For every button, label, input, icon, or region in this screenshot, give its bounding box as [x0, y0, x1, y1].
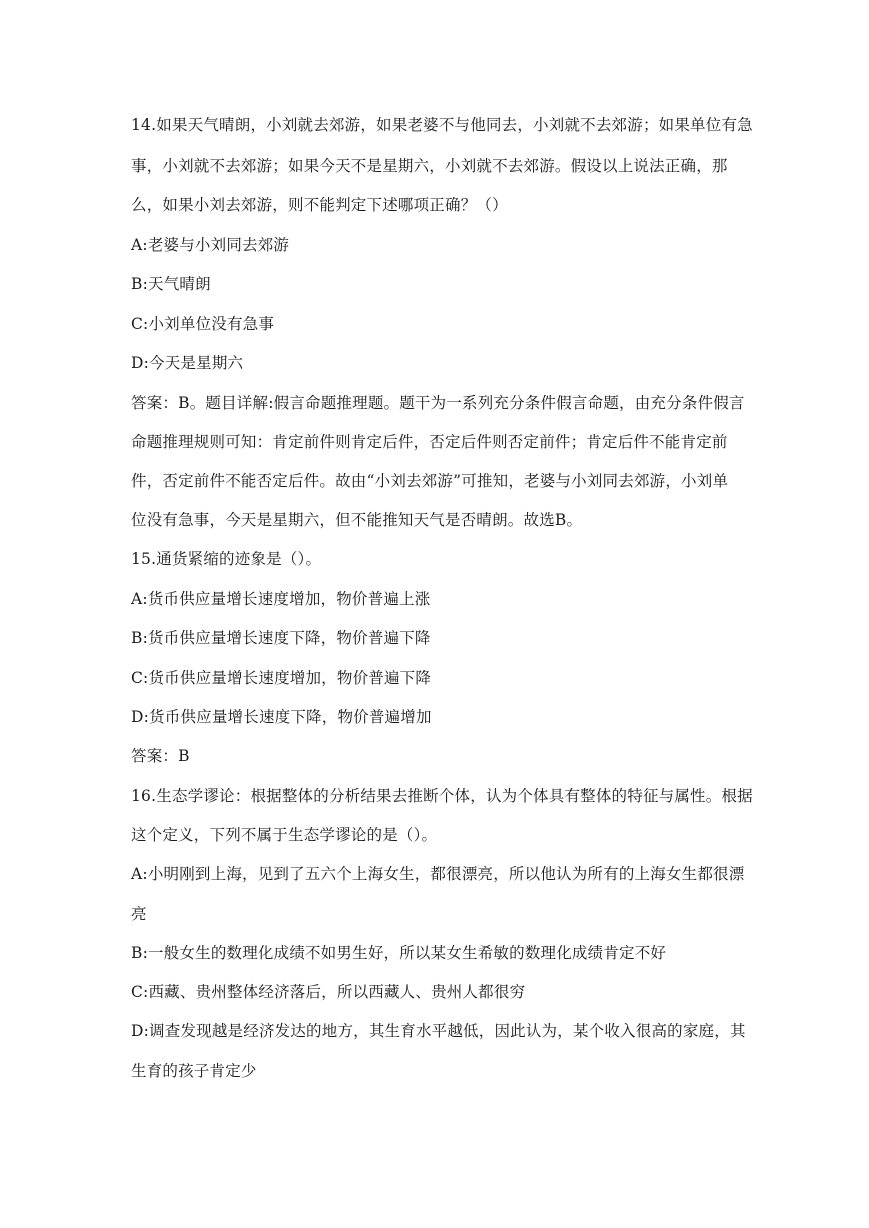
q15-answer-line-1: 答案：B — [131, 747, 190, 765]
q14-option-b: B:天气晴朗 — [131, 275, 211, 293]
q15-stem-line-1: 15.通货紧缩的迹象是（）。 — [131, 550, 322, 568]
q16-option-a-line-1: A:小明刚到上海，见到了五六个上海女生，都很漂亮，所以他认为所有的上海女生都很漂 — [131, 865, 745, 883]
q14-option-a: A:老婆与小刘同去郊游 — [131, 236, 290, 254]
q16-option-a-line-2: 亮 — [131, 905, 147, 923]
q16-option-d-line-1: D:调查发现越是经济发达的地方，其生育水平越低，因此认为，某个收入很高的家庭，其 — [131, 1022, 746, 1040]
q15-option-d: D:货币供应量增长速度下降，物价普遍增加 — [131, 708, 432, 726]
q14-stem-line-3: 么，如果小刘去郊游，则不能判定下述哪项正确？（） — [131, 196, 508, 214]
q15-option-b: B:货币供应量增长速度下降，物价普遍下降 — [131, 629, 431, 647]
q16-stem-line-1: 16.生态学谬论：根据整体的分析结果去推断个体，认为个体具有整体的特征与属性。根据 — [131, 787, 753, 805]
q14-answer-line-2: 命题推理规则可知：肯定前件则肯定后件，否定后件则否定前件；肯定后件不能肯定前 — [131, 433, 728, 451]
q14-answer-line-3: 件，否定前件不能否定后件。故由“小刘去郊游”可推知，老婆与小刘同去郊游，小刘单 — [131, 472, 729, 490]
q16-option-b: B:一般女生的数理化成绩不如男生好，所以某女生希敏的数理化成绩肯定不好 — [131, 944, 667, 962]
q14-stem-line-1: 14.如果天气晴朗，小刘就去郊游，如果老婆不与他同去，小刘就不去郊游；如果单位有急 — [131, 116, 753, 134]
q15-option-a: A:货币供应量增长速度增加，物价普遍上涨 — [131, 590, 431, 608]
q16-stem-line-2: 这个定义，下列不属于生态学谬论的是（）。 — [131, 826, 438, 844]
q14-option-c: C:小刘单位没有急事 — [131, 315, 275, 333]
q14-option-d: D:今天是星期六 — [131, 354, 244, 372]
q15-option-c: C:货币供应量增长速度增加，物价普遍下降 — [131, 669, 432, 687]
q14-answer-line-1: 答案：B。题目详解:假言命题推理题。题干为一系列充分条件假言命题，由充分条件假言 — [131, 394, 745, 412]
q14-stem-line-2: 事，小刘就不去郊游；如果今天不是星期六，小刘就不去郊游。假设以上说法正确，那 — [131, 157, 728, 175]
q16-option-c: C:西藏、贵州整体经济落后，所以西藏人、贵州人都很穷 — [131, 983, 526, 1001]
q16-option-d-line-2: 生育的孩子肯定少 — [131, 1062, 257, 1080]
q14-answer-line-4: 位没有急事，今天是星期六，但不能推知天气是否晴朗。故选B。 — [131, 511, 583, 529]
